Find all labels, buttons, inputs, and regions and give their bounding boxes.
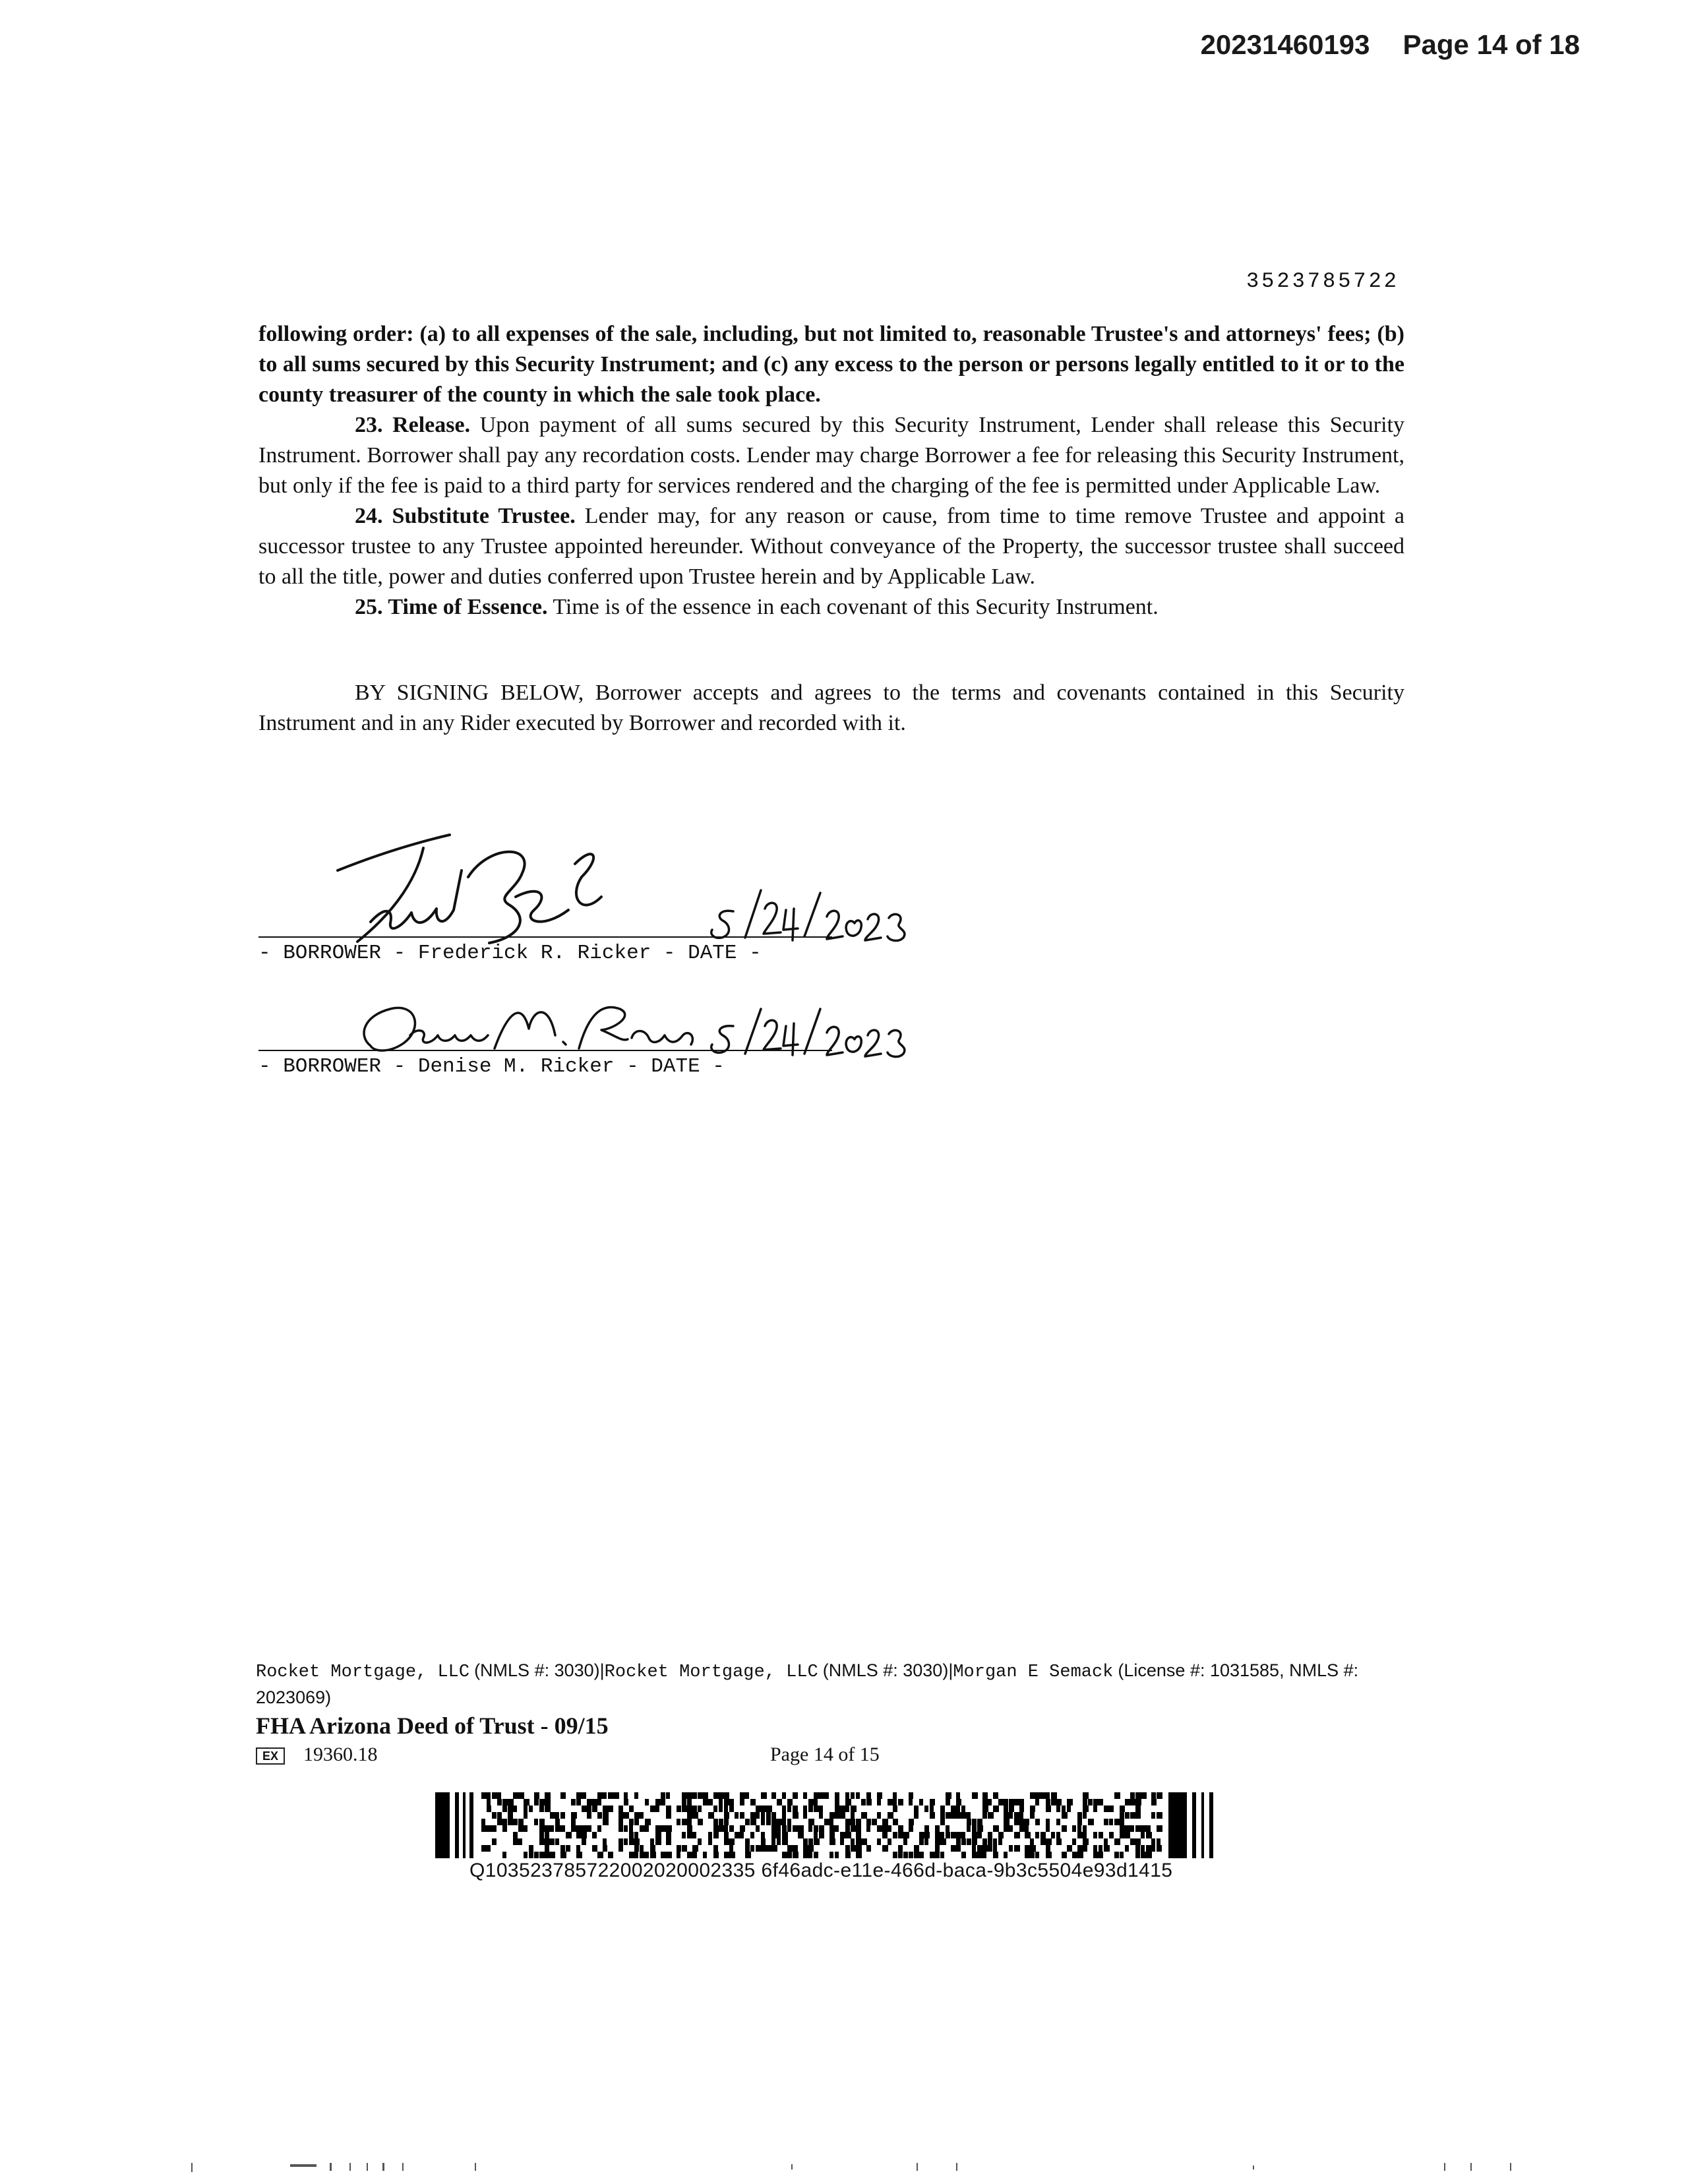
originator-name: Morgan E Semack bbox=[953, 1662, 1114, 1682]
separator-1: | bbox=[599, 1660, 605, 1680]
document-number: 20231460193 bbox=[1200, 29, 1370, 60]
section-23-heading: 23. Release. bbox=[355, 413, 471, 437]
section-24 bbox=[258, 501, 1404, 592]
scan-artifacts bbox=[0, 2156, 1688, 2176]
form-number: 19360.18 bbox=[303, 1744, 378, 1765]
section-25-heading: 25. Time of Essence. bbox=[355, 595, 548, 619]
section-24-heading: 24. Substitute Trustee. bbox=[355, 504, 576, 528]
recording-page-label: Page 14 of 18 bbox=[1402, 29, 1580, 60]
barcode-image bbox=[435, 1792, 1220, 1858]
section-25-text: Time is of the essence in each covenant of this Security Instrument. bbox=[547, 595, 1159, 619]
continued-paragraph: following order: (a) to all expenses of the sale, including, but not limited to, reasonable Trustee's and attorneys' fees; (b) to all sums secured by this Security Instrument; and (c) any excess to the person or persons legally entitled to it or to the county treasurer of the county in which the sale took place. bbox=[258, 322, 1404, 407]
loan-number: 3523785722 bbox=[1246, 269, 1399, 293]
separator-2: | bbox=[948, 1660, 953, 1680]
section-23 bbox=[258, 410, 1404, 501]
frederick-signature-image bbox=[258, 831, 984, 950]
section-24-text: Lender may, for any reason or cause, from time to time remove Trustee and appoint a successor trustee to any Trustee appointed hereunder. Without conveyance of the Property, the successor trustee shall succeed to all the title, power and duties conferred upon Trustee herein and by Applicable Law. bbox=[258, 504, 1404, 589]
ex-badge: EX bbox=[256, 1747, 285, 1765]
lender-1-nmls: (NMLS #: 3030) bbox=[474, 1660, 600, 1680]
signature-caption-frederick: - BORROWER - Frederick R. Ricker - DATE - bbox=[258, 942, 762, 965]
footer-parties bbox=[256, 1658, 1390, 1711]
document-body bbox=[258, 319, 1404, 739]
originator-license: (License #: 1031585, NMLS #: 2023069) bbox=[256, 1660, 1359, 1707]
recording-header bbox=[1201, 29, 1580, 61]
section-23-text: Upon payment of all sums secured by this Security Instrument, Lender shall release this Security Instrument. Borrower shall pay any recordation costs. Lender may charge Borrower a fee for releasing this Security Instrument, but only if the fee is paid to a third party for services rendered and the charging of the fee is permitted under Applicable Law. bbox=[258, 413, 1404, 498]
barcode-text: Q103523785722002020002335 6f46adc-e11e-466d-baca-9b3c5504e93d1415 bbox=[469, 1860, 1173, 1881]
lender-2-name: Rocket Mortgage, LLC bbox=[604, 1662, 818, 1682]
signature-caption-denise: - BORROWER - Denise M. Ricker - DATE - bbox=[258, 1055, 725, 1078]
section-25 bbox=[258, 592, 1404, 622]
lender-2-nmls: (NMLS #: 3030) bbox=[822, 1660, 949, 1680]
form-title: FHA Arizona Deed of Trust - 09/15 bbox=[256, 1713, 609, 1739]
lender-1-name: Rocket Mortgage, LLC bbox=[256, 1662, 470, 1682]
form-page-number: Page 14 of 15 bbox=[770, 1744, 880, 1765]
signing-statement: BY SIGNING BELOW, Borrower accepts and agrees to the terms and covenants contained in this Security Instrument and in any Rider executed by Borrower and recorded with it. bbox=[258, 681, 1404, 735]
